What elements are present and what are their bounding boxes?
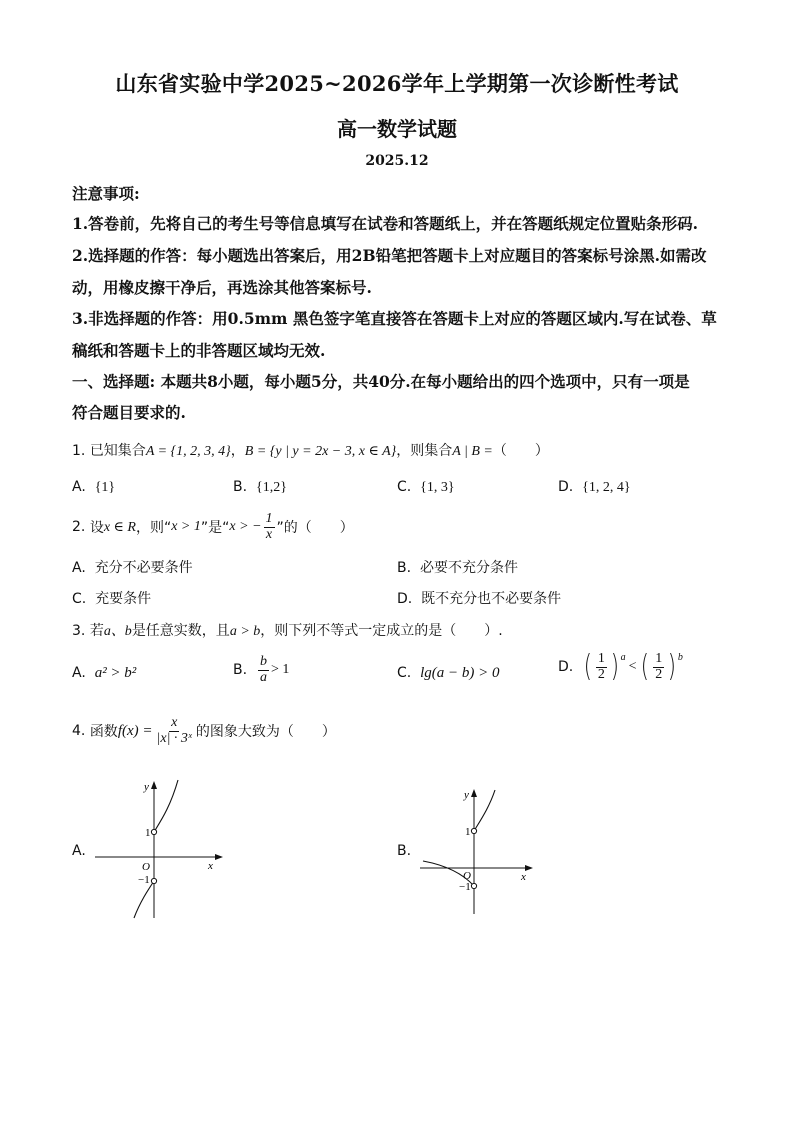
exponent: a <box>620 652 626 663</box>
fraction-numerator: 1 <box>655 651 663 666</box>
option-label: B. <box>397 560 412 576</box>
question-3 <box>72 620 503 640</box>
question-text: 已知集合 <box>89 443 146 459</box>
y-axis-arrow <box>471 789 477 797</box>
question-number: 1. <box>72 443 86 459</box>
math-set-b: B = {y | y = 2x − 3, x ∈ A} <box>244 444 397 459</box>
fraction <box>258 655 269 685</box>
x-label: x <box>521 871 526 883</box>
option-b <box>233 479 287 496</box>
option-label: C. <box>72 591 87 607</box>
open-point <box>471 828 476 833</box>
exam-date: 2025.12 <box>365 153 429 169</box>
option-label: B. <box>233 479 248 495</box>
option-label: A. <box>72 665 86 681</box>
question-text: 若 <box>89 623 104 639</box>
option-a <box>72 557 193 577</box>
question-text: ”的（ ） <box>276 520 354 537</box>
open-point <box>471 883 476 888</box>
math-condition: x ∈ R <box>103 519 136 535</box>
question-2 <box>72 512 354 542</box>
tick-label-1: 1 <box>145 827 151 839</box>
note-item-2-line1: 2.选择题的作答：每小题选出答案后，用2B铅笔把答题卡上对应题目的答案标号涂黑.如需改 <box>72 246 707 265</box>
fraction-denominator: 2 <box>655 666 663 682</box>
tick-label-1: 1 <box>465 826 471 838</box>
exam-subtitle: 高一数学试题 <box>337 117 457 141</box>
option-text: 既不充分也不必要条件 <box>421 591 562 607</box>
note-item-2-line2: 动，用橡皮擦干净后，再选涂其他答案标号. <box>72 278 372 297</box>
option-label: D. <box>397 591 413 607</box>
answer-blank: （ ） <box>492 443 549 459</box>
option-label: D. <box>558 479 574 495</box>
math-condition-p: x > 1 <box>171 519 201 535</box>
option-label: A. <box>72 560 86 576</box>
open-point <box>151 829 156 834</box>
option-text: lg(a − b) > 0 <box>420 665 500 681</box>
exponent: b <box>677 652 683 663</box>
x-axis-arrow <box>525 865 533 871</box>
curve-right-branch <box>474 790 495 831</box>
right-paren: ) <box>667 649 677 685</box>
math-condition: a > b <box>229 624 261 639</box>
y-label: y <box>144 781 149 793</box>
option-text: 必要不充分条件 <box>419 560 518 576</box>
question-text: ，则集合 <box>396 443 453 459</box>
option-c <box>72 588 151 608</box>
x-label: x <box>208 860 213 872</box>
y-label: y <box>464 789 469 801</box>
graph-b <box>415 786 535 916</box>
left-paren: ( <box>641 649 650 685</box>
math-expression: A | B = <box>452 444 493 459</box>
option-label: C. <box>397 479 412 495</box>
option-b <box>233 655 289 685</box>
origin-label: O <box>463 870 471 882</box>
math-variables: a、b <box>103 624 132 639</box>
section-heading-line2: 符合题目要求的. <box>72 403 186 422</box>
note-item-3-line1: 3.非选择题的作答：用0.5mm 黑色签字笔直接答在答题卡上对应的答题区域内.写在试卷、草 <box>72 309 717 328</box>
separator: ， <box>230 443 245 459</box>
question-4 <box>72 716 336 746</box>
option-text: {1} <box>94 480 116 495</box>
fraction-denominator: x <box>265 526 273 542</box>
option-text: a² > b² <box>94 665 137 681</box>
note-item-3-line2: 稿纸和答题卡上的非答题区域均无效. <box>72 341 326 360</box>
fraction <box>264 512 275 542</box>
option-label: C. <box>397 665 412 681</box>
option-text: 充分不必要条件 <box>94 560 193 576</box>
graph-a <box>90 778 225 920</box>
question-text: ，则下列不等式一定成立的是（ ）. <box>260 623 503 639</box>
fraction-denominator: a <box>259 669 267 685</box>
origin-label: O <box>142 861 150 873</box>
graph-b-label: B. <box>397 843 412 859</box>
section-heading-line1: 一、选择题: 本题共8小题，每小题5分，共40分.在每小题给出的四个选项中，只有一项是 <box>72 372 690 391</box>
question-text: 的图象大致为（ ） <box>195 724 336 741</box>
question-number: 2. <box>72 519 86 536</box>
option-text: > 1 <box>270 662 290 678</box>
option-a <box>72 479 115 496</box>
graph-a-label: A. <box>72 843 86 859</box>
question-text: 设 <box>89 520 104 537</box>
y-axis-arrow <box>151 781 157 789</box>
option-d <box>397 588 561 608</box>
fraction-numerator: x <box>171 715 178 730</box>
question-1 <box>72 440 549 460</box>
fraction-denominator: 2 <box>597 666 605 682</box>
option-d <box>558 479 631 496</box>
fraction-numerator: 1 <box>265 511 273 526</box>
question-text: 是任意实数，且 <box>131 623 230 639</box>
option-text: 充要条件 <box>95 591 152 607</box>
option-label: A. <box>72 479 86 495</box>
fraction <box>653 652 664 682</box>
question-text: 函数 <box>89 724 118 741</box>
tick-label-minus-1: −1 <box>138 874 150 886</box>
curve-left-branch <box>134 881 154 918</box>
option-label: B. <box>233 662 248 679</box>
math-set-a: A = {1, 2, 3, 4} <box>145 444 231 459</box>
question-text: ”是“ <box>200 520 230 537</box>
open-point <box>151 878 156 883</box>
option-text: {1,2} <box>255 480 287 495</box>
option-c <box>397 479 455 496</box>
option-text: {1, 3} <box>420 480 455 495</box>
option-c <box>397 665 500 682</box>
notes-heading: 注意事项: <box>72 184 140 203</box>
fraction-denominator: |x| · 3ˣ <box>156 730 192 746</box>
question-number: 4. <box>72 723 86 740</box>
fraction-numerator: b <box>259 654 267 669</box>
right-paren: ) <box>610 649 619 685</box>
option-text: {1, 2, 4} <box>582 480 631 495</box>
curve-right-branch <box>154 780 178 832</box>
fraction <box>155 716 194 746</box>
option-label: D. <box>558 659 574 676</box>
option-a <box>72 665 136 682</box>
exam-title: 山东省实验中学2025~2026学年上学期第一次诊断性考试 <box>115 71 679 96</box>
math-function: f(x) = <box>117 722 153 739</box>
x-axis-arrow <box>215 854 223 860</box>
option-b <box>397 557 518 577</box>
left-paren: ( <box>583 649 593 685</box>
tick-label-minus-1: −1 <box>459 881 471 893</box>
fraction-numerator: 1 <box>597 651 605 666</box>
option-d <box>558 649 683 685</box>
operator: < <box>628 659 637 675</box>
question-number: 3. <box>72 623 86 639</box>
note-item-1: 1.答卷前，先将自己的考生号等信息填写在试卷和答题纸上，并在答题纸规定位置贴条形码. <box>72 214 699 233</box>
fraction <box>596 652 607 682</box>
math-condition-q: x > − <box>229 519 262 535</box>
question-text: ，则“ <box>135 520 172 537</box>
